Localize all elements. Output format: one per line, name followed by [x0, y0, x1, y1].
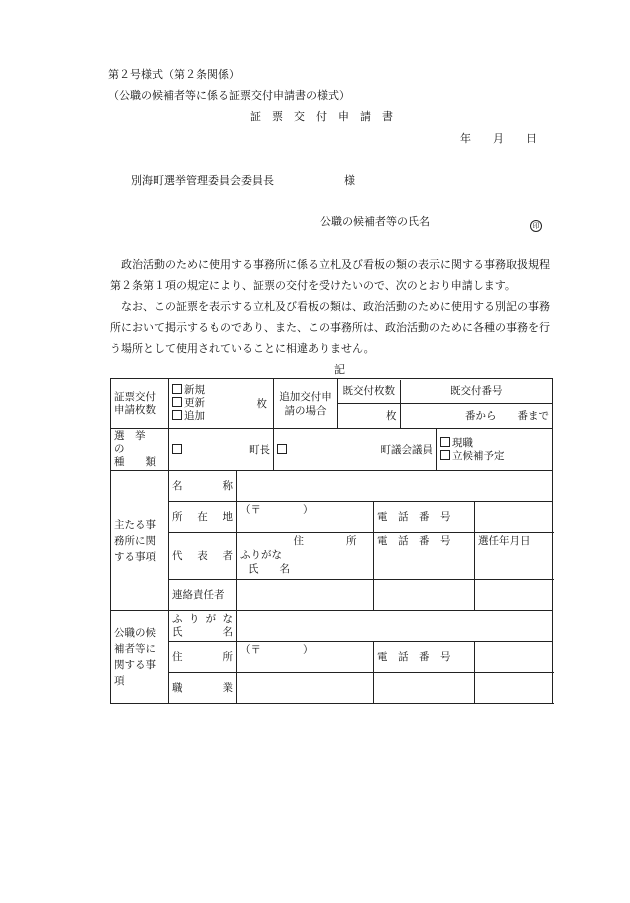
issue-type-cell: [169, 379, 274, 429]
issue-count-label: 証票交付申請枚数: [111, 379, 169, 429]
seal-icon: 印: [530, 220, 542, 232]
issue-count-row: [111, 379, 553, 429]
candidate-address-label: 住 所: [169, 642, 237, 673]
form-number: 第２号様式（第２条関係）: [108, 68, 240, 81]
contact-phone-field[interactable]: [374, 580, 475, 611]
application-body: [110, 254, 550, 359]
mayor-option[interactable]: 町長: [169, 429, 274, 471]
status-options: [437, 429, 553, 471]
election-type-row: [111, 429, 553, 471]
office-phone-label: 電 話 番 号: [374, 502, 475, 533]
representative-phone-label: 電 話 番 号: [374, 533, 475, 580]
issued-count-value[interactable]: 枚: [338, 404, 400, 428]
contact-field[interactable]: [237, 580, 374, 611]
paragraph-1: 政治活動のために使用する事務所に係る立札及び看板の類の表示に関する事務取扱規程第２条第１項の規定により、証票の交付を受けたいので、次のとおり申請します。: [110, 258, 550, 292]
candidate-name-row: [111, 611, 553, 642]
representative-label: 代 表 者: [169, 533, 237, 580]
candidate-section-label: 公職の候補者等に関する事項: [111, 611, 169, 704]
candidate-job-row: [111, 673, 553, 704]
office-name-row: [111, 471, 553, 502]
issued-number-range[interactable]: 番から 番まで: [465, 409, 549, 422]
ki-heading: 記: [334, 363, 345, 376]
contact-label: 連絡責任者: [169, 580, 237, 611]
candidate-address-field[interactable]: （〒 ）: [237, 642, 374, 673]
contact-date-field[interactable]: [475, 580, 553, 611]
checkbox-icon[interactable]: [277, 444, 287, 454]
office-address-row: [111, 502, 553, 533]
appointed-date-label: 選任年月日: [475, 533, 553, 580]
checkbox-icon[interactable]: [172, 410, 182, 420]
candidate-name-label: ふりがな 氏 名: [169, 611, 237, 642]
candidate-job-label: 職 業: [169, 673, 237, 704]
candidate-job-field[interactable]: [237, 673, 374, 704]
election-type-label: 選 挙 の 種 類: [111, 429, 169, 471]
office-section-label: 主たる事務所に関する事項: [111, 471, 169, 611]
seal-mark: [530, 213, 542, 232]
office-address-label: 所 在 地: [169, 502, 237, 533]
candidate-job-extra-2[interactable]: [475, 673, 553, 704]
date-line: 年 月 日: [460, 132, 537, 145]
paragraph-2: なお、この証票を表示する立札及び看板の類は、政治活動のために使用する別記の事務所において掲示するものであり、また、この事務所は、政治活動のために各種の事務を行う場所として使用されていることに相違ありません。: [110, 300, 550, 355]
office-address-field[interactable]: （〒 ）: [237, 502, 374, 533]
council-option[interactable]: 町議会議員: [274, 429, 437, 471]
representative-row: [111, 533, 553, 580]
candidate-job-extra-1[interactable]: [374, 673, 475, 704]
checkbox-icon[interactable]: [440, 437, 450, 447]
office-phone-field[interactable]: [475, 502, 553, 533]
unit-label: 枚: [256, 398, 267, 410]
candidate-phone-label: 電 話 番 号: [374, 642, 475, 673]
issued-info-cell: [338, 379, 553, 429]
addressee-name: 別海町選挙管理委員会委員長: [131, 174, 274, 187]
checkbox-icon[interactable]: [440, 450, 450, 460]
additional-case-label: 追加交付申請の場合: [274, 379, 338, 429]
option-planned[interactable]: 立候補予定: [440, 450, 549, 463]
candidate-phone-field[interactable]: [475, 642, 553, 673]
representative-field[interactable]: 住 所 ふりがな 氏 名: [237, 533, 374, 580]
option-update[interactable]: 更新: [172, 397, 270, 410]
office-name-label: 名 称: [169, 471, 237, 502]
form-subtitle: （公職の候補者等に係る証票交付申請書の様式）: [108, 89, 350, 102]
option-new[interactable]: 新規: [172, 384, 270, 397]
candidate-name-field[interactable]: [237, 611, 553, 642]
checkbox-icon[interactable]: [172, 384, 182, 394]
candidate-address-row: [111, 642, 553, 673]
application-table: [110, 378, 553, 704]
addressee-honorific: 様: [344, 174, 355, 187]
checkbox-icon[interactable]: [172, 444, 182, 454]
option-current[interactable]: 現職: [440, 437, 549, 450]
issued-count-label: 既交付枚数: [338, 380, 400, 404]
checkbox-icon[interactable]: [172, 397, 182, 407]
option-add[interactable]: 追加: [172, 410, 270, 423]
contact-row: [111, 580, 553, 611]
office-name-field[interactable]: [237, 471, 553, 502]
document-title: 証 票 交 付 申 請 書: [250, 110, 393, 123]
applicant-label: 公職の候補者等の氏名: [320, 215, 430, 228]
issued-number-label: 既交付番号: [400, 380, 552, 404]
